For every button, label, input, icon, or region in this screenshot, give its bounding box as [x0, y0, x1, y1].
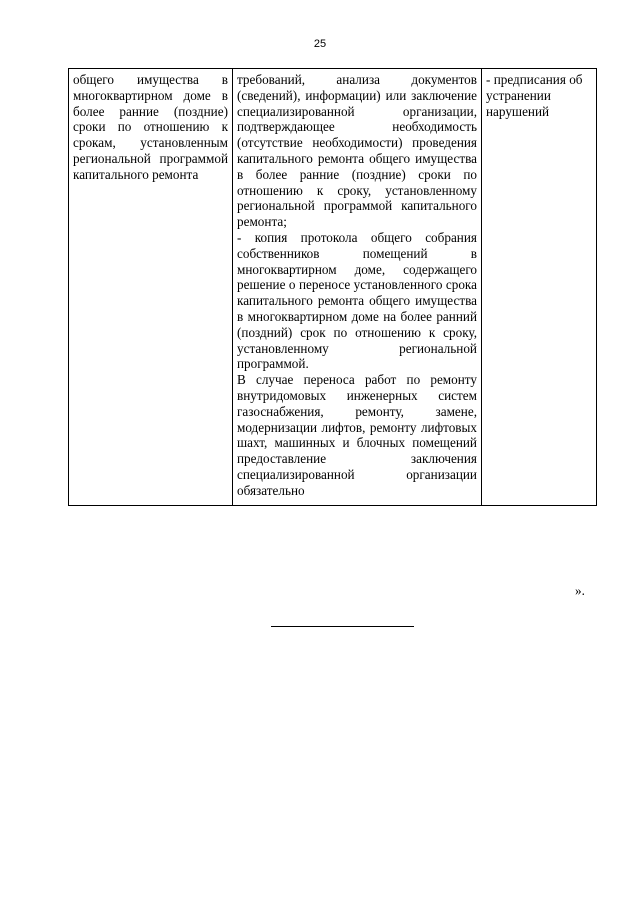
- cell-documents-text: [237, 72, 477, 499]
- end-separator-line: [271, 626, 414, 627]
- table-row: [69, 69, 597, 506]
- table-cell-subject: [69, 69, 233, 506]
- table-cell-result: [482, 69, 597, 506]
- cell-paragraph: требований, анализа документов (сведений), информации) или заключение специализированной организации, подтверждающее необходимость (отсутствие необходимости) проведения капитального ремонта общего имущества в более ранние (поздние) сроки по отношению к сроку, установленному региональной программой капитального ремонта;: [237, 72, 477, 230]
- cell-paragraph: общего имущества в многоквартирном доме в более ранние (поздние) сроки по отношению к срокам, установленным региональной программой капитального ремонта: [73, 72, 228, 182]
- cell-paragraph: - копия протокола общего собрания собственников помещений в многоквартирном доме, содержащего решение о переносе установленного срока капитального ремонта общего имущества в многоквартирном доме на более ранний (поздний) срок по отношению к сроку, установленному региональной программой.: [237, 229, 477, 372]
- cell-paragraph: - предписания об устранении нарушений: [486, 72, 583, 119]
- cell-subject-text: [73, 72, 228, 183]
- page-number: 25: [313, 38, 327, 50]
- cell-paragraph: В случае переноса работ по ремонту внутридомовых инженерных систем газоснабжения, ремонту, замене, модернизации лифтов, ремонту лифтовых шахт, машинных и блочных помещений предоставление заключения специализированной организации обязательно: [237, 372, 477, 498]
- closing-quote-mark: ».: [575, 583, 585, 598]
- requirements-table: [68, 68, 597, 506]
- cell-result-text: [486, 72, 592, 119]
- table-cell-documents: [233, 69, 482, 506]
